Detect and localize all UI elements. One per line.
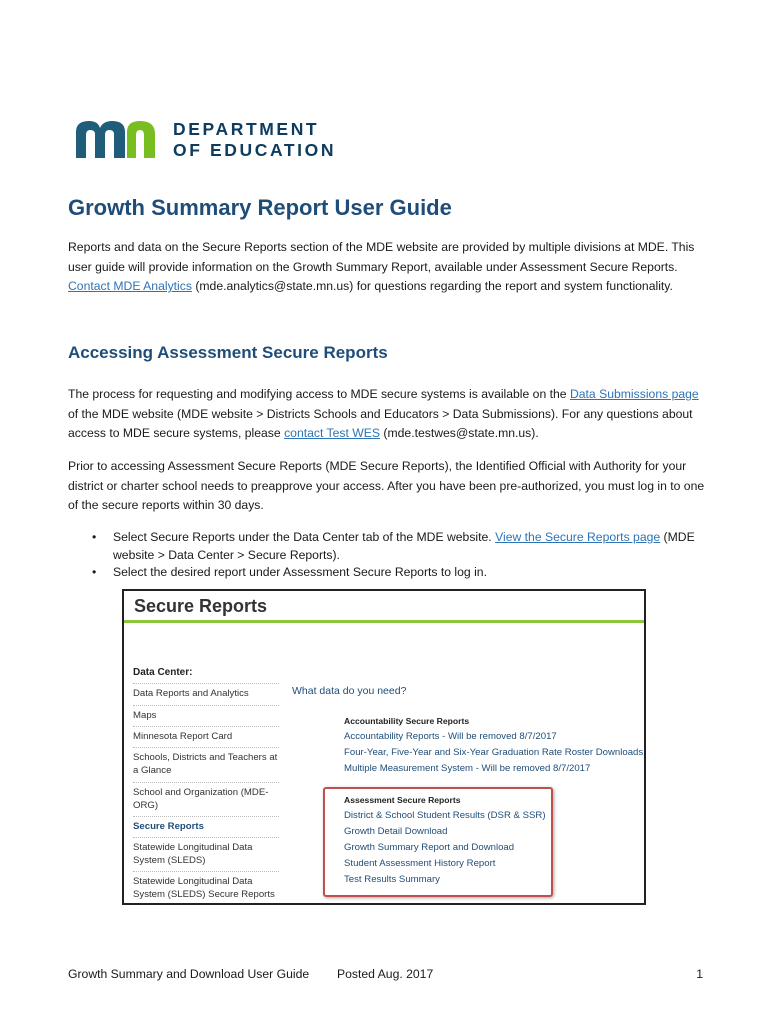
section-heading: Accessing Assessment Secure Reports <box>68 343 388 362</box>
mde-logo <box>76 118 376 162</box>
intro-text: Reports and data on the Secure Reports section of the MDE website are provided by multiple divisions at MDE. This user guide will provide information on the Growth Summary Report, available under Assessment Secure Reports. <box>68 240 695 274</box>
mn-logo-mark <box>76 118 164 160</box>
footer-posted-date: Posted Aug. 2017 <box>337 967 434 981</box>
access-paragraph <box>68 385 708 444</box>
data-center-label: Data Center: <box>133 667 193 678</box>
logo-line-1: DEPARTMENT <box>173 119 320 139</box>
intro-paragraph <box>68 238 708 297</box>
contact-mde-analytics-link[interactable]: Contact MDE Analytics <box>68 279 192 293</box>
assessment-item[interactable]: District & School Student Results (DSR & SSR) <box>344 810 546 821</box>
accountability-item[interactable]: Four-Year, Five-Year and Six-Year Graduation Rate Roster Downloads <box>344 747 644 758</box>
contact-test-wes-link[interactable]: contact Test WES <box>284 426 381 440</box>
nav-sleds[interactable]: Statewide Longitudinal Data System (SLEDS) <box>133 837 279 867</box>
nav-report-card[interactable]: Minnesota Report Card <box>133 726 279 744</box>
data-submissions-link[interactable]: Data Submissions page <box>569 387 699 401</box>
nav-schools-glance[interactable]: Schools, Districts and Teachers at a Glance <box>133 747 279 777</box>
instruction-list <box>68 529 708 582</box>
bullet-text: Select the desired report under Assessment Secure Reports to log in. <box>113 565 487 579</box>
nav-maps[interactable]: Maps <box>133 705 279 723</box>
divider <box>124 620 644 623</box>
access-text: The process for requesting and modifying access to MDE secure systems is available on the <box>68 387 570 401</box>
screenshot-title: Secure Reports <box>134 596 268 616</box>
prior-paragraph: Prior to accessing Assessment Secure Reports (MDE Secure Reports), the Identified Official with Authority for your district or charter school needs to preapprove your access. After you have been pre-authorized, you must log in to one of the secure reports within 30 days. <box>68 459 705 512</box>
bullet-icon: • <box>92 565 97 579</box>
assessment-heading: Assessment Secure Reports <box>344 795 461 805</box>
assessment-item[interactable]: Growth Detail Download <box>344 826 448 837</box>
assessment-item[interactable]: Student Assessment History Report <box>344 858 496 869</box>
footer-guide-title: Growth Summary and Download User Guide <box>68 967 310 981</box>
access-text-3: (mde.testwes@state.mn.us). <box>380 426 539 440</box>
bullet-text-2: (MDE website > Data Center > Secure Reports). <box>113 530 695 562</box>
nav-data-reports[interactable]: Data Reports and Analytics <box>133 683 279 701</box>
accountability-item[interactable]: Accountability Reports - Will be removed 8/7/2017 <box>344 731 557 742</box>
intro-text-2: (mde.analytics@state.mn.us) for questions regarding the report and system functionality. <box>191 279 673 293</box>
assessment-item[interactable]: Growth Summary Report and Download <box>344 842 515 853</box>
question-label: What data do you need? <box>292 685 407 697</box>
bullet-text: Select Secure Reports under the Data Center tab of the MDE website. <box>113 530 496 544</box>
list-item <box>68 564 708 582</box>
access-text-2: of the MDE website (MDE website > Districts Schools and Educators > Data Submissions). For any questions about access to MDE secure systems, please <box>68 406 693 440</box>
highlight-box <box>323 787 553 897</box>
view-secure-reports-link[interactable]: View the Secure Reports page <box>495 530 661 544</box>
nav-mde-org[interactable]: School and Organization (MDE-ORG) <box>133 782 279 812</box>
nav-sleds-secure[interactable]: Statewide Longitudinal Data System (SLEDS) Secure Reports <box>133 871 279 901</box>
secure-reports-screenshot <box>122 589 646 905</box>
assessment-item[interactable]: Test Results Summary <box>344 874 440 885</box>
accountability-heading: Accountability Secure Reports <box>344 716 470 726</box>
bullet-icon: • <box>92 530 97 544</box>
page-number: 1 <box>696 967 703 981</box>
page-title: Growth Summary Report User Guide <box>68 195 452 220</box>
list-item <box>68 529 708 564</box>
accountability-item[interactable]: Multiple Measurement System - Will be removed 8/7/2017 <box>344 763 591 774</box>
logo-line-2: OF EDUCATION <box>173 140 337 160</box>
nav-secure-reports[interactable]: Secure Reports <box>133 816 279 834</box>
